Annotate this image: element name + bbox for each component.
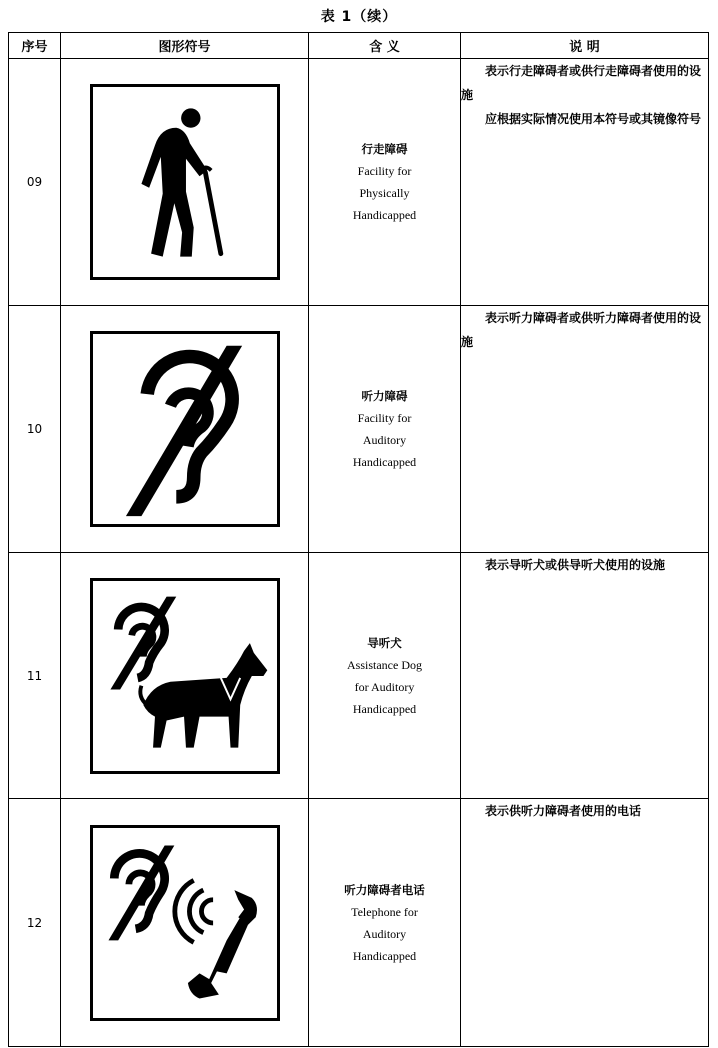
description-text: 表示行走障碍者或供行走障碍者使用的设施 <box>461 64 702 102</box>
walking-with-cane-icon <box>90 84 280 280</box>
row-num: 12 <box>9 799 61 1047</box>
description-text: 表示供听力障碍者使用的电话 <box>485 804 642 818</box>
row-num: 09 <box>9 59 61 306</box>
description-text: 表示听力障碍者或供听力障碍者使用的设施 <box>461 311 702 349</box>
symbol-cell <box>61 306 309 553</box>
header-symbol: 图形符号 <box>61 33 309 59</box>
meaning-zh: 听力障碍 <box>361 389 408 403</box>
header-num: 序号 <box>9 33 61 59</box>
meaning-cell <box>309 553 461 799</box>
hearing-telephone-icon <box>90 825 280 1021</box>
table-row <box>9 553 709 799</box>
meaning-en-line: Handicapped <box>352 455 417 469</box>
meaning-cell <box>309 306 461 553</box>
table-caption: 表 1（续） <box>320 9 398 25</box>
table-row <box>9 59 709 306</box>
table-header-row <box>9 33 709 59</box>
meaning-en-line: Facility for <box>357 164 412 178</box>
description-text: 应根据实际情况使用本符号或其镜像符号 <box>485 112 702 126</box>
meaning-en-line: Handicapped <box>352 701 417 716</box>
meaning-en-line: Auditory <box>362 433 407 447</box>
header-desc: 说 明 <box>461 33 709 59</box>
description-text: 表示导听犬或供导听犬使用的设施 <box>485 558 666 572</box>
symbol-table <box>8 32 709 1047</box>
meaning-cell <box>309 59 461 306</box>
meaning-zh: 导听犬 <box>367 635 402 650</box>
symbol-cell <box>61 59 309 306</box>
meaning-cell <box>309 799 461 1047</box>
hearing-impaired-ear-icon <box>90 331 280 527</box>
meaning-en-line: Telephone for <box>351 904 418 919</box>
meaning-en-line: Handicapped <box>352 208 417 222</box>
header-meaning: 含 义 <box>309 33 461 59</box>
meaning-en-line: Auditory <box>362 926 407 941</box>
meaning-en-line: Handicapped <box>352 948 417 963</box>
symbol-cell <box>61 553 309 799</box>
symbol-cell <box>61 799 309 1047</box>
table-row <box>9 799 709 1047</box>
description-cell <box>461 553 709 799</box>
meaning-en-line: for Auditory <box>354 679 415 694</box>
meaning-en-line: Physically <box>359 186 410 200</box>
meaning-en-line: Assistance Dog <box>347 657 422 672</box>
description-cell <box>461 306 709 553</box>
assistance-dog-icon <box>90 578 280 774</box>
meaning-zh: 听力障碍者电话 <box>344 882 425 897</box>
table-row <box>9 306 709 553</box>
description-cell <box>461 799 709 1047</box>
description-cell <box>461 59 709 306</box>
meaning-zh: 行走障碍 <box>361 142 408 156</box>
row-num: 11 <box>9 553 61 799</box>
row-num: 10 <box>9 306 61 553</box>
meaning-en-line: Facility for <box>357 411 412 425</box>
